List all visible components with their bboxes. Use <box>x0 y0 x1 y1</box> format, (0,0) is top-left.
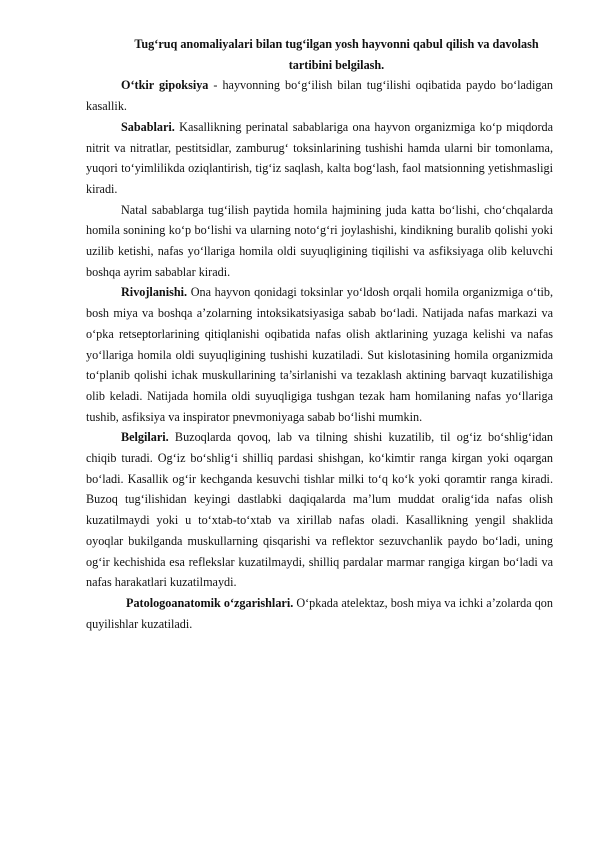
document-page <box>86 34 553 634</box>
paragraph-symptoms <box>86 427 553 593</box>
paragraph-text: Buzoqlarda qovoq, lab va tilning shishi kuzatilib, til og‘iz bo‘shlig‘idan chiqib turadi. Og‘iz bo‘shlig‘i shilliq pardasi shishgan, ko‘kimtir ranga kirgan yoki oqargan bo‘ladi. Kasallik og‘ir kechganda kesuvchi tishlar milki to‘q ko‘k yoki qoramtir ranga kiradi. Buzoq tug‘ilishidan keyingi dastlabki daqiqalarda ma’lum muddat oralig‘ida nafas olish kuzatilmaydi yoki u to‘xtab-to‘xtab va xirillab nafas oladi. Kasallikning yengil shaklida oyoqlar bukilganda muskullarning qisqarishi va reflektor sezuvchanlik paydo bo‘ladi, uning og‘ir kechishida esa reflekslar kuzatilmaydi, shilliq pardalar marmar rangiga kirgan bo‘ladi va nafas harakatlari kuzatilmaydi. <box>86 430 553 590</box>
paragraph-natal-causes <box>86 200 553 283</box>
paragraph-heading: Belgilari. <box>121 430 169 445</box>
paragraph-causes <box>86 117 553 200</box>
paragraph-heading: Rivojlanishi. <box>121 285 188 300</box>
paragraph-definition <box>86 75 553 116</box>
paragraph-text: Kasallikning perinatal sabablariga ona hayvon organizmiga ko‘p miqdorda nitrit va nitratlar, pestitsidlar, zamburug‘ toksinlarining tushishi hamda ularni bir tomonlama, yuqori to‘yimlilikda oziqlantirish, tig‘iz saqlash, kalta bog‘lash, faol matsionning yetishmasligi kiradi. <box>86 119 553 196</box>
paragraph-text: Ona hayvon qonidagi toksinlar yo‘ldosh orqali homila organizmiga o‘tib, bosh miya va boshqa a’zolarning intoksikatsiyasiga sabab bo‘ladi. Natijada nafas markazi va o‘pka retseptorlarining qitiqlanishi oqibatida nafas olish aktlarining yuzaga kelishi va nafas yo‘llariga homila oldi suyuqligining tushishi kuzatiladi. Sut kislotasining homila organizmida to‘planib qolishi ichak muskullarining ta’sirlanishi va tezaklash aktining barvaqt kuzatilishiga olib keladi. Natijada homila oldi suyuqligiga tushgan tezak ham homilaning nafas yo‘llariga tushib, asfiksiya va inspirator pnevmoniyaga sabab bo‘lishi mumkin. <box>86 285 553 424</box>
paragraph-heading: Sabablari. <box>121 119 175 134</box>
paragraph-text: - hayvonning bo‘g‘ilish bilan tug‘ilishi oqibatida paydo bo‘ladigan kasallik. <box>86 78 553 114</box>
paragraph-heading: Patologoanatomik o‘zgarishlari. <box>126 595 294 610</box>
paragraph-development <box>86 282 553 427</box>
paragraph-heading: O‘tkir gipoksiya <box>121 78 209 93</box>
paragraph-text: O‘pkada atelektaz, bosh miya va ichki a’zolarda qon quyilishlar kuzatiladi. <box>86 595 553 631</box>
paragraph-text: Natal sabablarga tug‘ilish paytida homila hajmining juda katta bo‘lishi, cho‘chqalarda homila sonining ko‘p bo‘lishi va ularning noto‘g‘ri joylashishi, kindikning buralib qolishi yoki uzilib ketishi, nafas yo‘llariga homila oldi suyuqligining tiqilishi va asfiksiyaga olib keluvchi boshqa ayrim sabablar kiradi. <box>86 202 553 279</box>
paragraph-pathology <box>86 593 553 634</box>
document-title: Tug‘ruq anomaliyalari bilan tug‘ilgan yosh hayvonni qabul qilish va davolash tartibini belgilash. <box>134 37 539 72</box>
